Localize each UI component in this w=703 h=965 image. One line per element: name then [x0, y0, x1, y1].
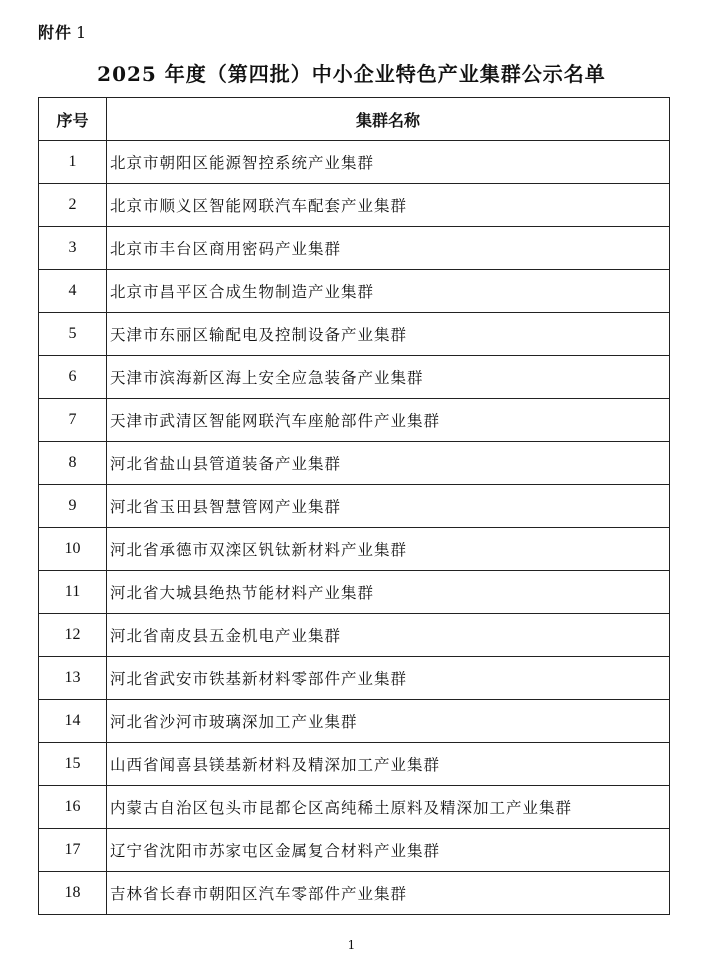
row-number: 3: [39, 227, 107, 270]
cluster-name: 河北省大城县绝热节能材料产业集群: [107, 571, 670, 614]
table-row: [39, 614, 670, 657]
cluster-name: 河北省盐山县管道装备产业集群: [107, 442, 670, 485]
page-title: 2025 年度（第四批）中小企业特色产业集群公示名单: [97, 62, 606, 86]
row-number: 14: [39, 700, 107, 743]
table-row: [39, 743, 670, 786]
table-body: [39, 141, 670, 915]
row-number: 4: [39, 270, 107, 313]
cluster-name: 吉林省长春市朝阳区汽车零部件产业集群: [107, 872, 670, 915]
cluster-name: 辽宁省沈阳市苏家屯区金属复合材料产业集群: [107, 829, 670, 872]
row-number: 9: [39, 485, 107, 528]
row-number: 2: [39, 184, 107, 227]
cluster-name: 天津市东丽区输配电及控制设备产业集群: [107, 313, 670, 356]
cluster-name: 河北省承德市双滦区钒钛新材料产业集群: [107, 528, 670, 571]
table-row: [39, 227, 670, 270]
cluster-name: 北京市顺义区智能网联汽车配套产业集群: [107, 184, 670, 227]
row-number: 1: [39, 141, 107, 184]
row-number: 12: [39, 614, 107, 657]
cluster-name: 天津市武清区智能网联汽车座舱部件产业集群: [107, 399, 670, 442]
row-number: 18: [39, 872, 107, 915]
cluster-name: 北京市朝阳区能源智控系统产业集群: [107, 141, 670, 184]
table-row: [39, 356, 670, 399]
row-number: 10: [39, 528, 107, 571]
table-row: [39, 485, 670, 528]
cluster-name: 河北省玉田县智慧管网产业集群: [107, 485, 670, 528]
table-row: [39, 313, 670, 356]
table-header-row: [39, 98, 670, 141]
row-number: 7: [39, 399, 107, 442]
table-row: [39, 657, 670, 700]
row-number: 15: [39, 743, 107, 786]
row-number: 6: [39, 356, 107, 399]
cluster-name: 河北省武安市铁基新材料零部件产业集群: [107, 657, 670, 700]
table-row: [39, 442, 670, 485]
table-row: [39, 270, 670, 313]
row-number: 16: [39, 786, 107, 829]
cluster-name: 内蒙古自治区包头市昆都仑区高纯稀土原料及精深加工产业集群: [107, 786, 670, 829]
page-number: 1: [347, 938, 356, 952]
table-row: [39, 829, 670, 872]
cluster-name: 北京市丰台区商用密码产业集群: [107, 227, 670, 270]
table-row: [39, 399, 670, 442]
table-row: [39, 141, 670, 184]
cluster-name: 河北省南皮县五金机电产业集群: [107, 614, 670, 657]
attachment-label-text: 附件: [38, 23, 73, 42]
row-number: 5: [39, 313, 107, 356]
table-row: [39, 184, 670, 227]
cluster-name: 天津市滨海新区海上安全应急装备产业集群: [107, 356, 670, 399]
column-header-name: 集群名称: [107, 98, 670, 141]
column-header-number: 序号: [39, 98, 107, 141]
table-row: [39, 528, 670, 571]
table-row: [39, 700, 670, 743]
table-row: [39, 786, 670, 829]
cluster-table: [38, 97, 670, 915]
row-number: 8: [39, 442, 107, 485]
table-row: [39, 571, 670, 614]
attachment-label: [38, 20, 87, 43]
row-number: 17: [39, 829, 107, 872]
row-number: 11: [39, 571, 107, 614]
table-row: [39, 872, 670, 915]
cluster-name: 北京市昌平区合成生物制造产业集群: [107, 270, 670, 313]
row-number: 13: [39, 657, 107, 700]
cluster-name: 山西省闻喜县镁基新材料及精深加工产业集群: [107, 743, 670, 786]
cluster-name: 河北省沙河市玻璃深加工产业集群: [107, 700, 670, 743]
attachment-number: 1: [76, 23, 88, 42]
